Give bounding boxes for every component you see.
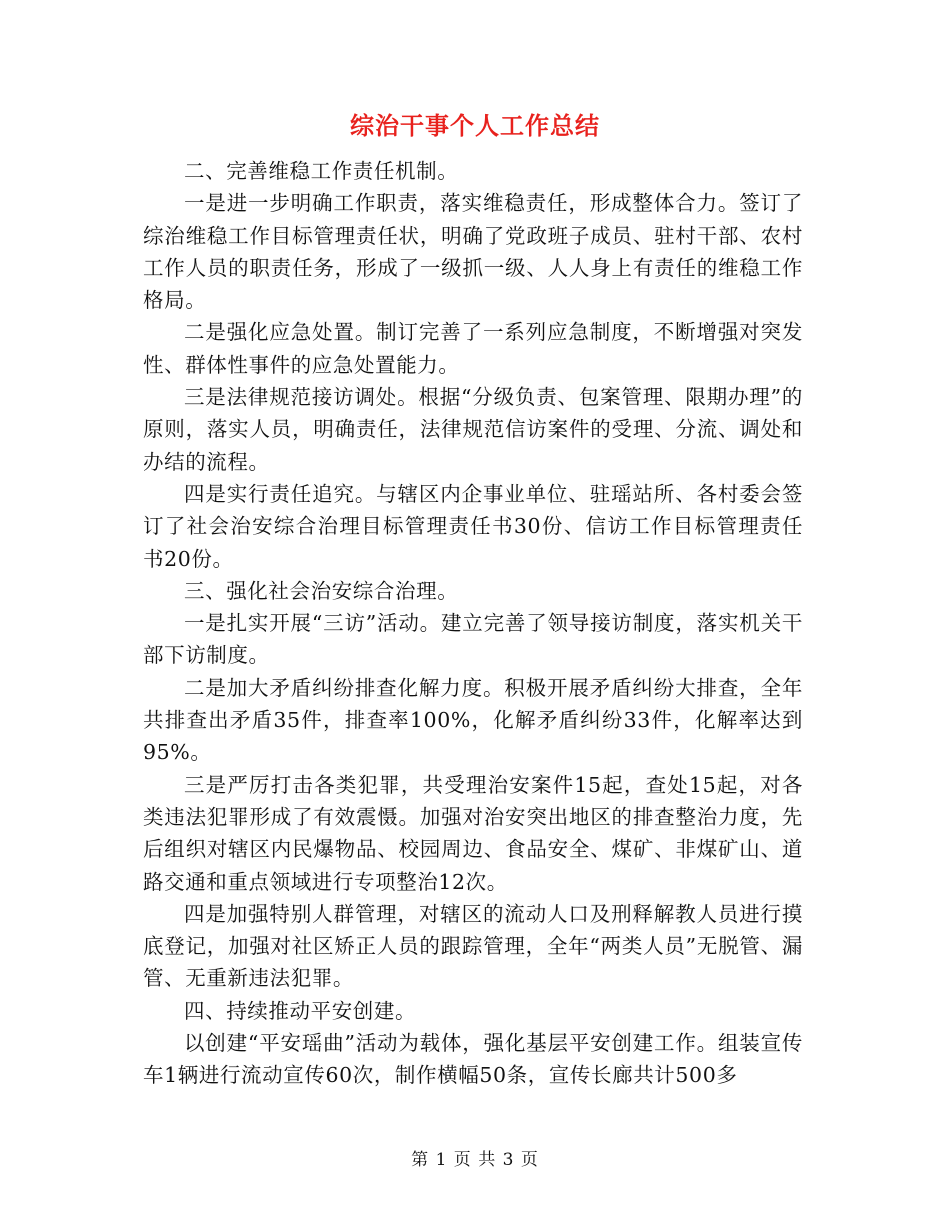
paragraph: 一是扎实开展“三访”活动。建立完善了领导接访制度，落实机关干部下访制度。 <box>143 611 803 668</box>
paragraph: 二是强化应急处置。制订完善了一系列应急制度，不断增强对突发性、群体性事件的应急处置能力。 <box>143 320 803 377</box>
page-number-footer: 第 1 页 共 3 页 <box>411 1150 539 1170</box>
paragraph: 四是实行责任追究。与辖区内企事业单位、驻瑶站所、各村委会签订了社会治安综合治理目标管理责任书30份、信访工作目标管理责任书20份。 <box>143 481 803 571</box>
paragraph: 三、强化社会治安综合治理。 <box>184 578 459 603</box>
paragraph: 三是严厉打击各类犯罪，共受理治安案件15起，查处15起，对各类违法犯罪形成了有效震慑。加强对治安突出地区的排查整治力度，先后组织对辖区内民爆物品、校园周边、食品安全、煤矿、非煤矿山、道路交通和重点领域进行专项整治12次。 <box>143 772 803 894</box>
paragraph: 二是加大矛盾纠纷排查化解力度。积极开展矛盾纠纷大排查，全年共排查出矛盾35件，排查率100%，化解矛盾纠纷33件，化解率达到95%。 <box>143 675 803 765</box>
paragraph: 三是法律规范接访调处。根据“分级负责、包案管理、限期办理”的原则，落实人员，明确责任，法律规范信访案件的受理、分流、调处和办结的流程。 <box>143 385 803 474</box>
paragraph: 二、完善维稳工作责任机制。 <box>184 159 459 183</box>
paragraph: 四是加强特别人群管理，对辖区的流动人口及刑释解教人员进行摸底登记，加强对社区矫正人员的跟踪管理，全年“两类人员”无脱管、漏管、无重新违法犯罪。 <box>143 901 803 991</box>
paragraph: 以创建“平安瑶曲”活动为载体，强化基层平安创建工作。组装宣传车1辆进行流动宣传60次，制作横幅50条，宣传长廊共计500多 <box>143 1031 803 1088</box>
document-body <box>143 155 803 1092</box>
document-title: 综治干事个人工作总结 <box>350 111 600 140</box>
paragraph: 一是进一步明确工作职责，落实维稳责任，形成整体合力。签订了综治维稳工作目标管理责任状，明确了党政班子成员、驻村干部、农村工作人员的职责任务，形成了一级抓一级、人人身上有责任的维稳工作格局。 <box>143 191 803 313</box>
paragraph: 四、持续推动平安创建。 <box>184 998 417 1023</box>
